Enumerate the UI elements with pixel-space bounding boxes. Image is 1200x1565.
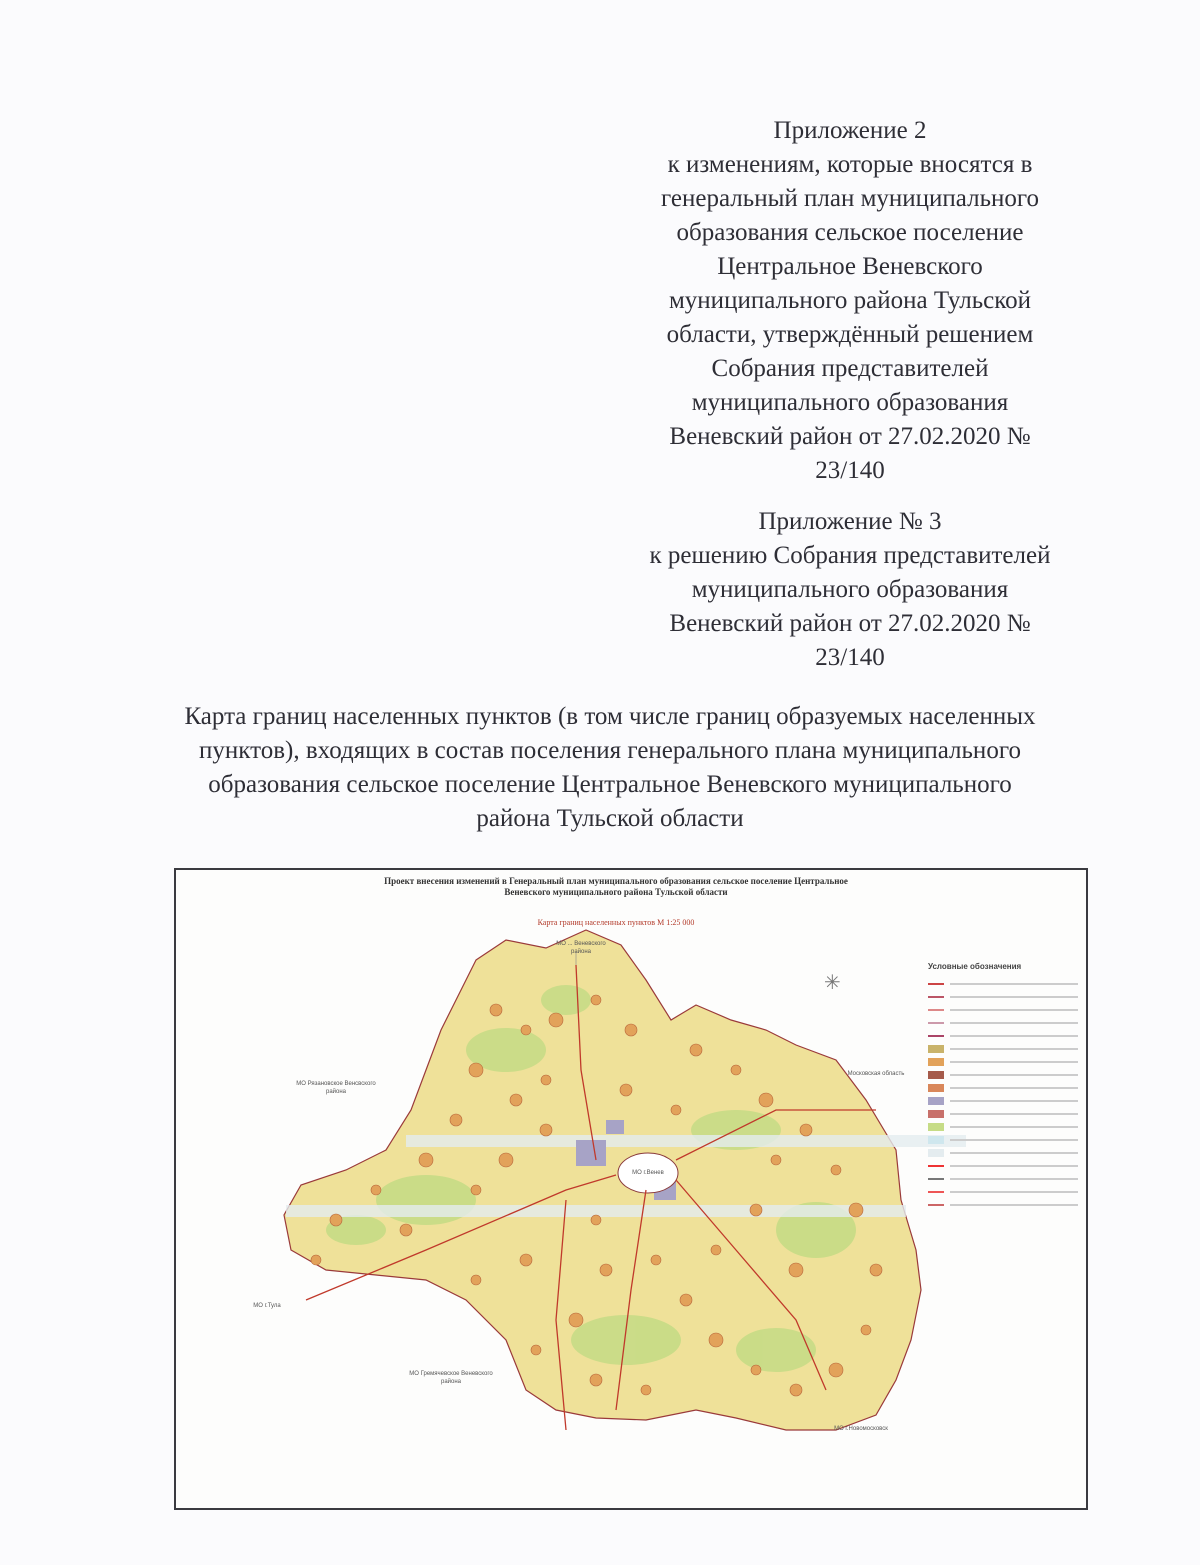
legend-text-placeholder [950,1178,1078,1180]
legend-text-placeholder [950,1087,1078,1089]
legend-text-placeholder [950,1204,1078,1206]
appendix-2-line: генеральный план муниципального [661,185,1039,212]
appendix-3-block [600,505,1100,675]
legend-line-swatch [928,1009,944,1011]
neighbor-label-east: Московская область [847,1071,905,1077]
appendix-3-line: Приложение № 3 [758,508,942,535]
legend-line-swatch [928,1178,944,1180]
map-frame [174,868,1088,1510]
legend-line-swatch [928,1191,944,1193]
legend-text-placeholder [950,983,1078,985]
neighbor-label-south-east: МО г.Новомосковск [834,1426,888,1432]
legend-swatch [928,1149,944,1157]
appendix-2-line: муниципального образования [691,389,1009,416]
map-heading [176,876,1056,898]
legend-swatch [928,1058,944,1066]
appendix-2-block [600,114,1100,488]
legend-row [928,1146,1078,1159]
legend-row [928,1016,1078,1029]
map-legend [928,962,1078,1211]
appendix-2-line: Центральное Веневского [717,253,983,280]
neighbor-label-north: МО ... Веневского района [556,941,606,955]
appendix-2-line: области, утверждённый решением [666,321,1034,348]
legend-line-swatch [928,1022,944,1024]
legend-text-placeholder [950,1191,1078,1193]
map-heading-line: Веневского муниципального района Тульской области [504,887,728,897]
appendix-3-line: 23/140 [815,644,885,671]
legend-title: Условные обозначения [928,962,1022,971]
legend-line-swatch [928,996,944,998]
legend-row [928,1107,1078,1120]
legend-line-swatch [928,1165,944,1167]
legend-row [928,1172,1078,1185]
legend-line-swatch [928,1035,944,1037]
legend-row [928,1081,1078,1094]
legend-text-placeholder [950,1139,1078,1141]
legend-text-placeholder [950,1048,1078,1050]
appendix-3-line: к решению Собрания представителей [649,542,1051,569]
legend-row [928,1055,1078,1068]
legend-text-placeholder [950,1152,1078,1154]
appendix-2-line: образования сельское поселение [676,219,1024,246]
neighbor-label-southwest-edge: МО г.Тула [253,1303,281,1309]
appendix-2-line: муниципального района Тульской [668,287,1032,314]
compass-icon: ✳ [824,970,841,994]
map-heading-line: Проект внесения изменений в Генеральный план муниципального образования сельское поселение Центральное [384,876,848,886]
legend-row [928,1029,1078,1042]
legend-text-placeholder [950,1126,1078,1128]
map-title-line: пунктов), входящих в состав поселения генерального плана муниципального [199,737,1021,764]
legend-text-placeholder [950,1022,1078,1024]
appendix-2-line: Собрания представителей [711,355,989,382]
neighbor-label-center: МО г.Венев [632,1170,664,1176]
legend-row [928,1094,1078,1107]
legend-text-placeholder [950,1035,1078,1037]
legend-swatch [928,1136,944,1144]
legend-row [928,977,1078,990]
legend-swatch [928,1045,944,1053]
map-title-line: района Тульской области [476,805,744,832]
legend-row [928,1198,1078,1211]
legend-row [928,990,1078,1003]
appendix-2-line: Приложение 2 [773,117,927,144]
legend-row [928,1003,1078,1016]
legend-row [928,1068,1078,1081]
neighbor-label-west: МО Рязановское Венсвского района [296,1081,376,1095]
legend-line-swatch [928,983,944,985]
legend-text-placeholder [950,1113,1078,1115]
legend-row [928,1120,1078,1133]
legend-row [928,1042,1078,1055]
band-stripe [406,1135,966,1147]
map-title-line: Карта границ населенных пунктов (в том числе границ образуемых населенных [184,703,1036,730]
legend-swatch [928,1097,944,1105]
map-title-line: образования сельское поселение Центральное Веневского муниципального [208,771,1012,798]
appendix-2-line: к изменениям, которые вносятся в [667,151,1033,178]
legend-line-swatch [928,1204,944,1206]
legend-swatch [928,1071,944,1079]
legend-text-placeholder [950,1061,1078,1063]
legend-row [928,1133,1078,1146]
appendix-3-line: муниципального образования [691,576,1009,603]
legend-text-placeholder [950,1074,1078,1076]
map-scale-caption: Карта границ населенных пунктов М 1:25 000 [537,918,695,927]
legend-swatch [928,1123,944,1131]
legend-row [928,1185,1078,1198]
legend-swatch [928,1084,944,1092]
neighbor-label-south-west: МО Гремячевское Веневского района [409,1371,493,1385]
legend-swatch [928,1110,944,1118]
legend-text-placeholder [950,1165,1078,1167]
appendix-3-line: Веневский район от 27.02.2020 № [669,610,1031,637]
appendix-2-line: Веневский район от 27.02.2020 № [669,423,1031,450]
legend-text-placeholder [950,1100,1078,1102]
map-title [120,700,1100,836]
legend-text-placeholder [950,996,1078,998]
appendix-2-line: 23/140 [815,457,885,484]
legend-text-placeholder [950,1009,1078,1011]
legend-row [928,1159,1078,1172]
